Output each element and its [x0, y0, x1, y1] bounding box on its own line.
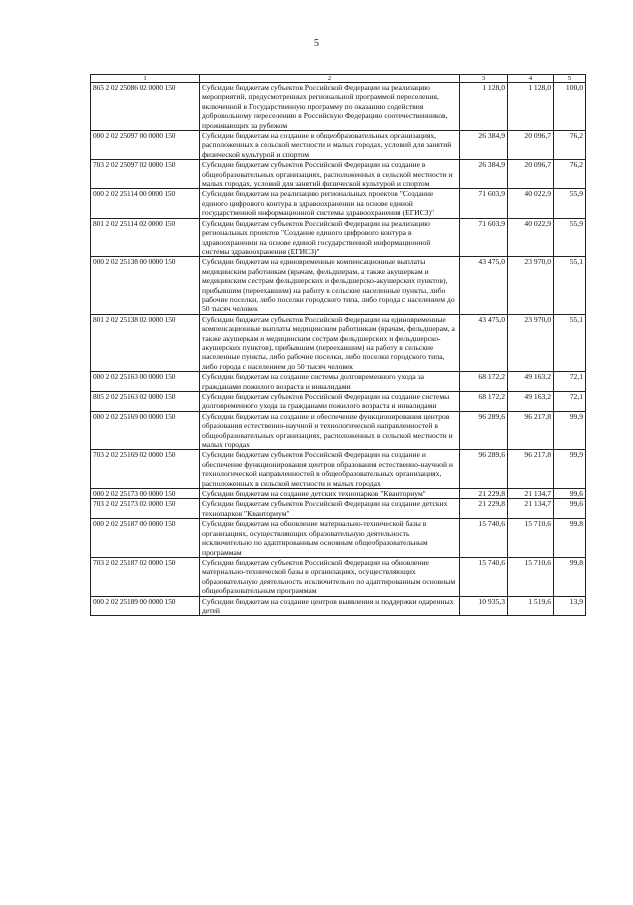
cell-percent: 72,1 — [554, 372, 586, 392]
cell-percent: 13,9 — [554, 596, 586, 616]
table-row — [91, 160, 586, 189]
cell-name: Субсидии бюджетам на создание системы долговременного ухода за гражданами пожилого возраста и инвалидами — [200, 372, 460, 392]
cell-plan: 10 935,3 — [460, 596, 508, 616]
cell-code: 000 2 02 25189 00 0000 150 — [91, 596, 200, 616]
cell-plan: 43 475,0 — [460, 314, 508, 371]
cell-fact: 23 970,0 — [508, 257, 554, 314]
table-body — [91, 83, 586, 616]
cell-name: Субсидии бюджетам субъектов Российской Федерации на обновление материально-технической базы в организациях, осуществляющих образовательную деятельность исключительно по адаптированным основным общеобразовательным программам — [200, 557, 460, 596]
cell-name: Субсидии бюджетам субъектов Российской Федерации на реализацию мероприятий, предусмотренных региональной программой переселения, включенной в Государственную программу по оказанию содействия добровольному переселению в Российскую Федерацию соотечественников, проживающих за рубежом — [200, 83, 460, 131]
cell-code: 703 2 02 25169 02 0000 150 — [91, 450, 200, 489]
cell-plan: 15 740,6 — [460, 519, 508, 558]
table-row — [91, 489, 586, 499]
table-row — [91, 257, 586, 314]
column-header-fact: 4 — [508, 75, 554, 83]
cell-name: Субсидии бюджетам субъектов Российской Федерации на реализацию региональных проектов "Создание единого цифрового контура в здравоохранении на основе единой государственной информационной системы здравоохранения (ЕГИСЗ)" — [200, 218, 460, 257]
cell-plan: 1 128,0 — [460, 83, 508, 131]
cell-plan: 71 603,9 — [460, 218, 508, 257]
cell-percent: 99,8 — [554, 519, 586, 558]
cell-name: Субсидии бюджетам субъектов Российской Федерации на единовременные компенсационные выплаты медицинским работникам (врачам, фельдшерам, а также акушеркам и медицинским сестрам фельдшерских и фельдшерско-акушерских пунктов), прибывшим (переехавшим) на работу в сельские населенные пункты, либо рабочие поселки, либо поселки городского типа, либо города с населением до 50 тысяч человек — [200, 314, 460, 371]
cell-plan: 21 229,8 — [460, 499, 508, 519]
cell-plan: 96 289,6 — [460, 411, 508, 450]
table-row — [91, 392, 586, 412]
cell-plan: 26 384,9 — [460, 160, 508, 189]
cell-fact: 49 163,2 — [508, 372, 554, 392]
cell-code: 000 2 02 25187 00 0000 150 — [91, 519, 200, 558]
cell-percent: 99,8 — [554, 557, 586, 596]
table-row — [91, 450, 586, 489]
cell-percent: 76,2 — [554, 160, 586, 189]
cell-fact: 23 970,0 — [508, 314, 554, 371]
table-row — [91, 83, 586, 131]
cell-code: 000 2 02 25173 00 0000 150 — [91, 489, 200, 499]
cell-code: 000 2 02 25114 00 0000 150 — [91, 189, 200, 218]
table-row — [91, 189, 586, 218]
cell-plan: 43 475,0 — [460, 257, 508, 314]
cell-code: 805 2 02 25163 02 0000 150 — [91, 392, 200, 412]
cell-percent: 99,9 — [554, 450, 586, 489]
cell-percent: 55,1 — [554, 257, 586, 314]
cell-fact: 15 710,6 — [508, 519, 554, 558]
cell-name: Субсидии бюджетам на единовременные компенсационные выплаты медицинским работникам (врачам, фельдшерам, а также акушеркам и медицинским сестрам фельдшерских и фельдшерско-акушерских пунктов), прибывшим (переехавшим) на работу в сельские населенные пункты, либо рабочие поселки, либо поселки городского типа, либо города с населением до 50 тысяч человек — [200, 257, 460, 314]
cell-fact: 20 096,7 — [508, 131, 554, 160]
cell-fact: 96 217,8 — [508, 411, 554, 450]
cell-fact: 1 519,6 — [508, 596, 554, 616]
cell-name: Субсидии бюджетам на создание центров выявления и поддержки одаренных детей — [200, 596, 460, 616]
table-row — [91, 218, 586, 257]
cell-name: Субсидии бюджетам субъектов Российской Федерации на создание детских технопарков "Кванториум" — [200, 499, 460, 519]
cell-percent: 55,1 — [554, 314, 586, 371]
cell-percent: 76,2 — [554, 131, 586, 160]
table-row — [91, 372, 586, 392]
cell-percent: 99,6 — [554, 489, 586, 499]
cell-name: Субсидии бюджетам на обновление материально-технической базы в организациях, осуществляющих образовательную деятельность исключительно по адаптированным основным общеобразовательным программам — [200, 519, 460, 558]
cell-name: Субсидии бюджетам субъектов Российской Федерации на создание в общеобразовательных организациях, расположенных в сельской местности и малых городах, условий для занятий физической культурой и спортом — [200, 160, 460, 189]
cell-code: 000 2 02 25163 00 0000 150 — [91, 372, 200, 392]
cell-percent: 99,9 — [554, 411, 586, 450]
column-header-name: 2 — [200, 75, 460, 83]
table-row — [91, 519, 586, 558]
column-header-plan: 3 — [460, 75, 508, 83]
cell-code: 801 2 02 25114 02 0000 150 — [91, 218, 200, 257]
cell-percent: 99,6 — [554, 499, 586, 519]
cell-code: 801 2 02 25138 02 0000 150 — [91, 314, 200, 371]
cell-percent: 55,9 — [554, 189, 586, 218]
cell-fact: 1 128,0 — [508, 83, 554, 131]
cell-plan: 15 740,6 — [460, 557, 508, 596]
cell-plan: 21 229,8 — [460, 489, 508, 499]
cell-fact: 40 022,9 — [508, 218, 554, 257]
cell-plan: 68 172,2 — [460, 372, 508, 392]
cell-code: 000 2 02 25169 00 0000 150 — [91, 411, 200, 450]
cell-plan: 26 384,9 — [460, 131, 508, 160]
budget-table — [90, 74, 586, 616]
cell-name: Субсидии бюджетам на создание и обеспечение функционирования центров образования естественно-научной и технологической направленностей в общеобразовательных организациях, расположенных в сельской местности и малых городах — [200, 411, 460, 450]
cell-percent: 72,1 — [554, 392, 586, 412]
cell-name: Субсидии бюджетам на реализацию региональных проектов "Создание единого цифрового контура в здравоохранении на основе единой государственной информационной системы здравоохранения (ЕГИСЗ)" — [200, 189, 460, 218]
cell-fact: 20 096,7 — [508, 160, 554, 189]
cell-name: Субсидии бюджетам на создание детских технопарков "Кванториум" — [200, 489, 460, 499]
header-row — [91, 75, 586, 83]
page-number: 5 — [314, 38, 319, 49]
cell-name: Субсидии бюджетам на создание в общеобразовательных организациях, расположенных в сельской местности и малых городах, условий для занятий физической культурой и спортом — [200, 131, 460, 160]
table-row — [91, 499, 586, 519]
cell-fact: 49 163,2 — [508, 392, 554, 412]
cell-fact: 21 134,7 — [508, 489, 554, 499]
cell-plan: 71 603,9 — [460, 189, 508, 218]
cell-plan: 96 289,6 — [460, 450, 508, 489]
column-header-percent: 5 — [554, 75, 586, 83]
cell-code: 703 2 02 25187 02 0000 150 — [91, 557, 200, 596]
cell-fact: 21 134,7 — [508, 499, 554, 519]
table-row — [91, 314, 586, 371]
cell-plan: 68 172,2 — [460, 392, 508, 412]
cell-code: 703 2 02 25173 02 0000 150 — [91, 499, 200, 519]
cell-name: Субсидии бюджетам субъектов Российской Федерации на создание и обеспечение функционирования центров образования естественно-научной и технологической направленностей в общеобразовательных организациях, расположенных в сельской местности и малых городах — [200, 450, 460, 489]
cell-percent: 100,0 — [554, 83, 586, 131]
cell-percent: 55,9 — [554, 218, 586, 257]
cell-name: Субсидии бюджетам субъектов Российской Федерации на создание системы долговременного ухода за гражданами пожилого возраста и инвалидами — [200, 392, 460, 412]
cell-code: 865 2 02 25086 02 0000 150 — [91, 83, 200, 131]
table-row — [91, 131, 586, 160]
table-row — [91, 596, 586, 616]
table-row — [91, 557, 586, 596]
cell-code: 000 2 02 25138 00 0000 150 — [91, 257, 200, 314]
column-header-code: 1 — [91, 75, 200, 83]
table-row — [91, 411, 586, 450]
cell-fact: 40 022,9 — [508, 189, 554, 218]
cell-code: 703 2 02 25097 02 0000 150 — [91, 160, 200, 189]
cell-fact: 96 217,8 — [508, 450, 554, 489]
cell-code: 000 2 02 25097 00 0000 150 — [91, 131, 200, 160]
cell-fact: 15 710,6 — [508, 557, 554, 596]
